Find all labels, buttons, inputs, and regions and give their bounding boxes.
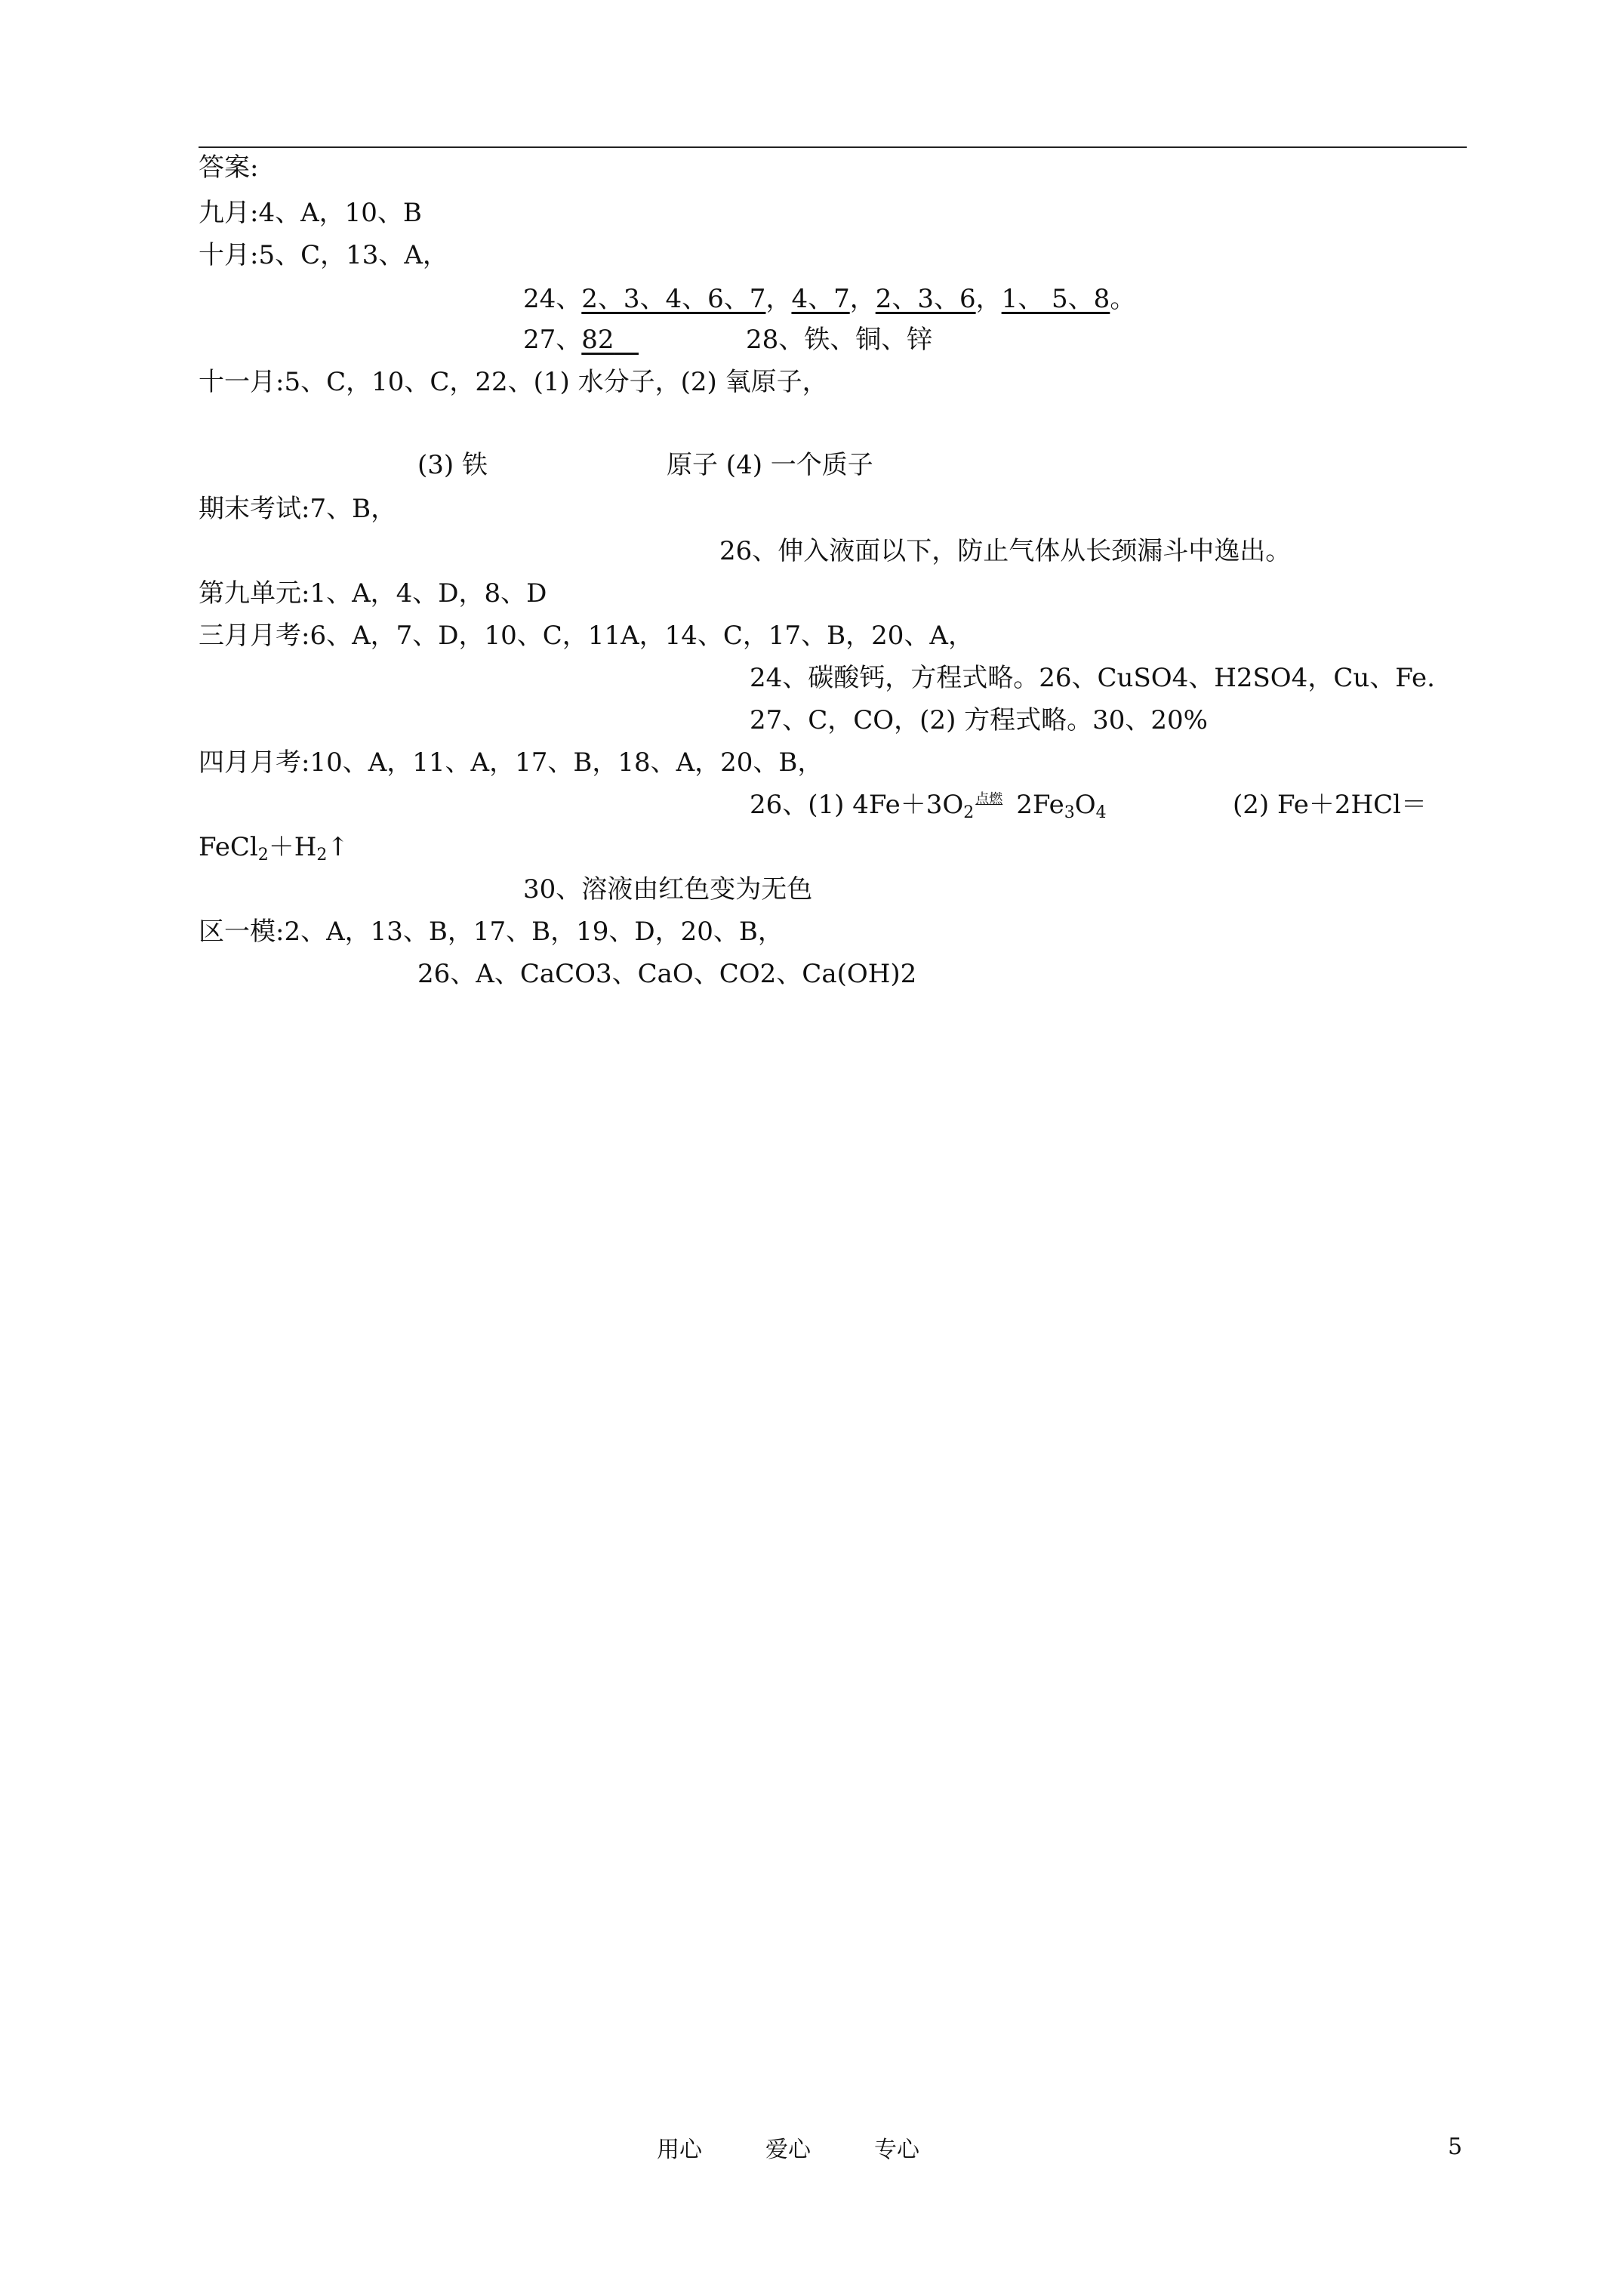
subscript: 4 xyxy=(1095,803,1107,822)
q24-answer-a: 2、3、4、6、7 xyxy=(581,284,766,314)
gas-arrow-icon: ↑ xyxy=(327,832,349,862)
equation-reactants: 26、(1) 4Fe＋3O xyxy=(750,790,964,820)
line-april-26-1 xyxy=(750,790,1107,820)
answer-title: 答案: xyxy=(199,153,259,183)
line-unit9: 第九单元:1、A，4、D，8、D xyxy=(199,578,547,609)
equation-product: 2Fe xyxy=(1016,790,1064,820)
line-district-mock: 区一模:2、A，13、B，17、B，19、D，20、B， xyxy=(199,917,784,947)
q24-label: 24、 xyxy=(523,284,582,314)
line-march-24: 24、碳酸钙，方程式略。26、CuSO4、H2SO4，Cu、Fe. xyxy=(750,663,1435,693)
q27-label: 27、 xyxy=(523,325,582,355)
line-november-3: (3) 铁 xyxy=(417,450,488,480)
line-district-26: 26、A、CaCO3、CaO、CO2、Ca(OH)2 xyxy=(417,959,917,989)
q24-end: 。 xyxy=(1110,284,1136,314)
line-march: 三月月考:6、A，7、D，10、C，11A，14、C，17、B，20、A， xyxy=(199,621,974,651)
fecl-formula: FeCl xyxy=(199,832,258,862)
line-april-30: 30、溶液由红色变为无色 xyxy=(523,874,813,905)
q24-answer-b: 4、7 xyxy=(791,284,850,314)
footer-word-2: 爱心 xyxy=(765,2137,811,2163)
line-november: 十一月:5、C，10、C，22、(1) 水分子，(2) 氧原子， xyxy=(199,367,828,397)
line-final-26: 26、伸入液面以下，防止气体从长颈漏斗中逸出。 xyxy=(719,536,1292,566)
h2-formula: ＋H xyxy=(268,832,317,862)
line-april-26-2: (2) Fe＋2HCl＝ xyxy=(1233,790,1427,820)
subscript: 3 xyxy=(1064,803,1075,822)
line-october-28: 28、铁、铜、锌 xyxy=(746,325,933,355)
q27-answer: 82 xyxy=(581,325,614,355)
line-final-exam: 期末考试:7、B， xyxy=(199,494,397,524)
line-april: 四月月考:10、A，11、A，17、B，18、A，20、B， xyxy=(199,747,824,778)
line-april-26-continued xyxy=(199,832,349,862)
subscript: 2 xyxy=(316,846,328,864)
subscript: 2 xyxy=(963,803,975,822)
line-march-27: 27、C，CO，(2) 方程式略。30、20% xyxy=(750,705,1208,735)
line-october: 十月:5、C，13、A， xyxy=(199,240,448,270)
q24-answer-c: 2、3、6 xyxy=(875,284,976,314)
equation-product-o: O xyxy=(1074,790,1096,820)
page-number: 5 xyxy=(1448,2134,1463,2160)
footer-word-1: 用心 xyxy=(657,2137,702,2163)
line-october-27 xyxy=(523,325,639,355)
line-september: 九月:4、A，10、B xyxy=(199,198,422,228)
line-october-24: 24、2、3、4、6、7，4、7，2、3、6，1、 5、8。 xyxy=(523,284,1136,314)
condition-label: 点燃 xyxy=(975,791,1003,807)
footer-motto xyxy=(657,2137,983,2164)
header-rule xyxy=(199,146,1467,148)
subscript: 2 xyxy=(257,846,269,864)
q24-answer-d: 1、 5、8 xyxy=(1001,284,1110,314)
footer-word-3: 专心 xyxy=(874,2137,919,2163)
reaction-condition xyxy=(974,791,1016,818)
line-november-4: 原子 (4) 一个质子 xyxy=(667,450,873,480)
